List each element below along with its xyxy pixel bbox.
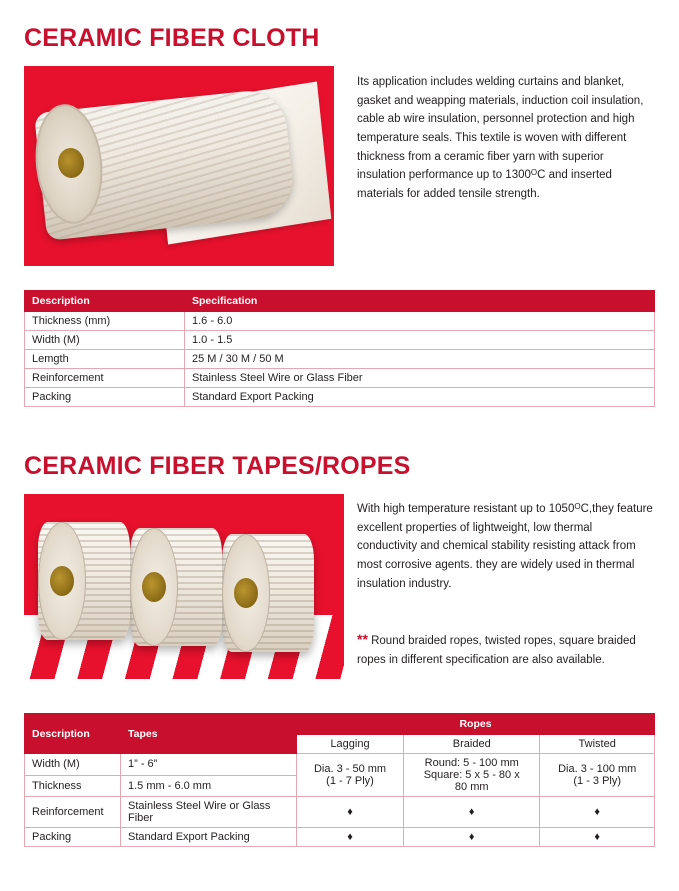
note-marker: ** — [357, 631, 368, 647]
cell-description: Packing — [25, 388, 185, 407]
table-header-row — [25, 714, 655, 735]
tape-rolls-illustration — [24, 494, 344, 679]
cell-tapes: 1” - 6” — [121, 754, 297, 776]
cell-lagging-mark: ♦ — [297, 797, 404, 828]
table-row — [25, 350, 655, 369]
cell-lagging — [297, 754, 404, 797]
page-title-cloth: CERAMIC FIBER CLOTH — [24, 24, 320, 52]
description-tapes-text-a: With high temperature resistant up to 1050 — [357, 503, 575, 515]
cell-braided-mark: ♦ — [404, 797, 540, 828]
tape-roll-core — [234, 578, 258, 608]
description-tapes-text-b: C,they feature excellent properties of lightweight, low thermal conductivity and chemical stability resisting attack from most corrosive agents. they are widely used in thermal insulation industry. — [357, 503, 653, 590]
cell-description: Lemgth — [25, 350, 185, 369]
cell-twisted-line1: Dia. 3 - 100 mm — [558, 763, 637, 775]
description-tapes-ropes — [357, 500, 655, 593]
cell-braided — [404, 754, 540, 797]
cell-lagging-mark: ♦ — [297, 828, 404, 847]
cell-tapes: Standard Export Packing — [121, 828, 297, 847]
specification-table-cloth — [24, 290, 655, 407]
note-text: Round braided ropes, twisted ropes, square braided ropes in different specification are also available. — [357, 635, 636, 666]
subcolumn-header-braided: Braided — [404, 735, 540, 754]
subcolumn-header-twisted: Twisted — [540, 735, 655, 754]
column-header-description: Description — [25, 714, 121, 754]
cell-braided-line3: 80 mm — [454, 781, 489, 793]
description-cloth-text-b: C and inserted materials for added tensile strength. — [357, 169, 612, 200]
cell-specification: 1.0 - 1.5 — [185, 331, 655, 350]
cell-description: Thickness (mm) — [25, 312, 185, 331]
cell-twisted-mark: ♦ — [540, 828, 655, 847]
degree-symbol: O — [574, 502, 581, 511]
cell-description: Thickness — [25, 775, 121, 797]
cell-twisted-mark: ♦ — [540, 797, 655, 828]
table-row — [25, 797, 655, 828]
note-tapes-ropes — [357, 628, 655, 669]
cell-description: Width (M) — [25, 331, 185, 350]
cell-description: Width (M) — [25, 754, 121, 776]
cell-specification: 1.6 - 6.0 — [185, 312, 655, 331]
product-image-cloth — [24, 66, 334, 266]
column-header-tapes: Tapes — [121, 714, 297, 754]
cell-braided-line1: Round: 5 - 100 mm — [424, 757, 519, 769]
cell-twisted — [540, 754, 655, 797]
cell-tapes: 1.5 mm - 6.0 mm — [121, 775, 297, 797]
description-cloth-text-a: Its application includes welding curtains and blanket, gasket and weapping materials, induction coil insulation, cable ab wire insulation, personnel protection and high temperature seals. This textile is woven with different thickness from a ceramic fiber yarn with superior insulation performance up to 1300 — [357, 76, 644, 182]
cell-braided-mark: ♦ — [404, 828, 540, 847]
subcolumn-header-lagging: Lagging — [297, 735, 404, 754]
cell-lagging-line2: (1 - 7 Ply) — [326, 775, 374, 787]
table-row — [25, 388, 655, 407]
table-row — [25, 754, 655, 776]
cloth-roll-illustration — [40, 82, 318, 250]
cell-description: Packing — [25, 828, 121, 847]
product-image-tapes — [24, 494, 344, 679]
column-header-description: Description — [25, 291, 185, 312]
column-header-ropes: Ropes — [297, 714, 655, 735]
cell-specification: Stainless Steel Wire or Glass Fiber — [185, 369, 655, 388]
column-header-specification: Specification — [185, 291, 655, 312]
tape-roll-core — [142, 572, 166, 602]
tape-roll-3 — [222, 534, 314, 652]
page-title-tapes-ropes: CERAMIC FIBER TAPES/ROPES — [24, 452, 411, 480]
cell-twisted-line2: (1 - 3 Ply) — [573, 775, 622, 787]
table-row — [25, 331, 655, 350]
cell-description: Reinforcement — [25, 369, 185, 388]
cell-specification: 25 M / 30 M / 50 M — [185, 350, 655, 369]
table-row — [25, 369, 655, 388]
table-row — [25, 312, 655, 331]
table-row — [25, 828, 655, 847]
cell-braided-line2: Square: 5 x 5 - 80 x — [423, 769, 520, 781]
cell-tapes: Stainless Steel Wire or Glass Fiber — [121, 797, 297, 828]
cell-description: Reinforcement — [25, 797, 121, 828]
degree-symbol: O — [530, 168, 538, 178]
cell-lagging-line1: Dia. 3 - 50 mm — [313, 763, 387, 775]
table-header-row — [25, 291, 655, 312]
cell-specification: Standard Export Packing — [185, 388, 655, 407]
tape-roll-core — [50, 566, 74, 596]
tape-roll-1 — [38, 522, 130, 640]
tape-roll-2 — [130, 528, 222, 646]
description-cloth — [357, 73, 655, 203]
specification-table-tapes-ropes — [24, 713, 655, 847]
